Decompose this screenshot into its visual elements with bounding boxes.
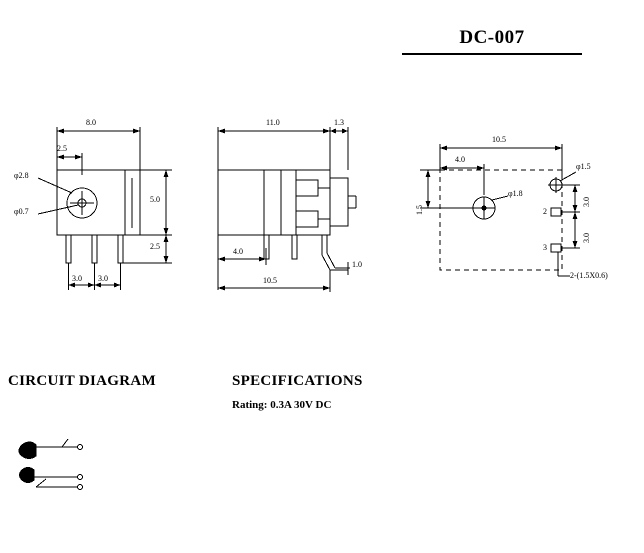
dim-front-1-0: 1.0 — [352, 260, 362, 269]
dim-bottom-phi1-5: φ1.5 — [576, 162, 591, 171]
dim-bottom-1-5: 1.5 — [415, 205, 424, 215]
dim-side-2-5-top: 2.5 — [57, 144, 67, 153]
dim-side-2-5-right: 2.5 — [150, 242, 160, 251]
dim-bottom-3-0-lower: 3.0 — [582, 233, 591, 243]
dim-front-10-5: 10.5 — [263, 276, 277, 285]
dim-bottom-10-5: 10.5 — [492, 135, 506, 144]
dim-front-11-0: 11.0 — [266, 118, 280, 127]
dim-bottom-pad-callout: 2-(1.5X0.6) — [570, 271, 608, 280]
specifications-heading: SPECIFICATIONS — [232, 373, 363, 389]
dim-bottom-3-0-upper: 3.0 — [582, 197, 591, 207]
page-title: DC-007 — [459, 27, 525, 48]
rating-text: Rating: 0.3A 30V DC — [232, 399, 332, 411]
dim-front-4-0: 4.0 — [233, 247, 243, 256]
dim-bottom-phi1-8: φ1.8 — [508, 189, 523, 198]
dim-side-5-0: 5.0 — [150, 195, 160, 204]
dim-side-3-0-right: 3.0 — [98, 274, 108, 283]
dim-side-8-0: 8.0 — [86, 118, 96, 127]
pin-label-2: 2 — [543, 207, 547, 216]
pin-label-3: 3 — [543, 243, 547, 252]
dim-front-1-3: 1.3 — [334, 118, 344, 127]
dim-side-phi0-7: φ0.7 — [14, 207, 29, 216]
dim-side-3-0-left: 3.0 — [72, 274, 82, 283]
circuit-diagram-heading: CIRCUIT DIAGRAM — [8, 373, 156, 389]
dim-side-phi2-8: φ2.8 — [14, 171, 29, 180]
dim-bottom-4-0: 4.0 — [455, 155, 465, 164]
